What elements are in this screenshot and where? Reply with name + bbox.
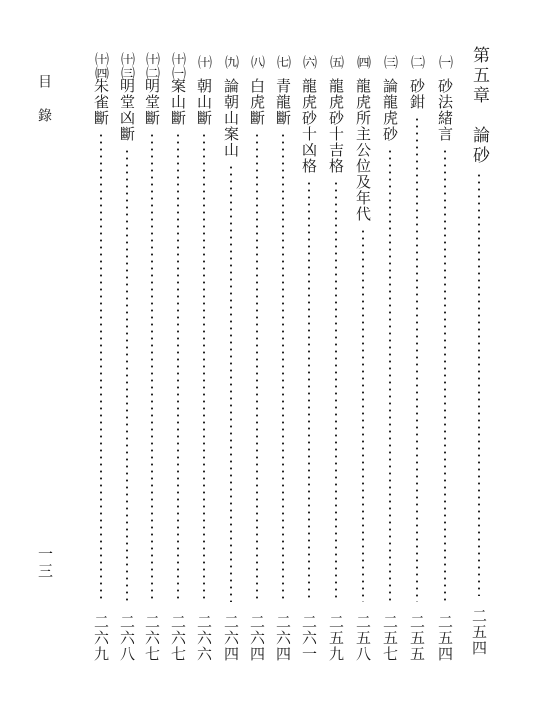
entry-page: 二六一 [300, 614, 318, 662]
entry-number: ㈧ [249, 55, 265, 69]
entry-number: ㈨ [223, 55, 239, 69]
entry-title: 論龍虎砂 [381, 78, 399, 142]
entry-title: 龍虎砂十吉格 [327, 78, 345, 174]
toc-entry [116, 52, 138, 662]
toc-entry [352, 52, 374, 662]
leader-dots [444, 148, 446, 602]
leader-dots [362, 228, 364, 602]
chapter-title: 第五章 論砂 [469, 46, 489, 166]
toc-entry [434, 52, 456, 662]
entry-number: ㈩㈡ [144, 52, 160, 80]
toc-entry [379, 52, 401, 662]
entry-number: ㈡ [409, 55, 425, 69]
toc-chapter-heading [468, 46, 490, 656]
entry-title: 案山斷 [169, 78, 187, 126]
entry-title: 論朝山案山 [222, 78, 240, 158]
entry-number: ㈤ [328, 55, 344, 69]
entry-page: 二六九 [92, 614, 110, 662]
chapter-page: 二五四 [470, 608, 488, 656]
entry-title: 明堂斷 [143, 78, 161, 126]
leader-dots [230, 164, 232, 602]
entry-page: 二六四 [222, 614, 240, 662]
entry-page: 二五九 [327, 614, 345, 662]
entry-number: ㈦ [275, 55, 291, 69]
toc-entry [406, 52, 428, 662]
entry-page: 二六四 [248, 614, 266, 662]
entry-title: 青龍斷 [274, 78, 292, 126]
leader-dots [177, 132, 179, 602]
leader-dots [100, 132, 102, 602]
toc-entry [90, 52, 112, 662]
entry-number: ㈩㈢ [119, 52, 135, 80]
leader-dots [126, 148, 128, 602]
entry-number: ㈩㈠ [170, 52, 186, 80]
entry-title: 龍虎砂十凶格 [300, 78, 318, 174]
entry-page: 二五七 [381, 614, 399, 662]
entry-page: 二六七 [143, 614, 161, 662]
leader-dots [256, 132, 258, 602]
toc-entry [246, 52, 268, 662]
leader-dots [389, 148, 391, 602]
leader-dots [203, 132, 205, 602]
entry-number: ㈣ [355, 55, 371, 69]
toc-entry [272, 52, 294, 662]
entry-number: ㈩㈣ [93, 52, 109, 80]
entry-title: 砂鉗 [408, 78, 426, 110]
entry-title: 朝山斷 [195, 78, 213, 126]
entry-page: 二六六 [195, 614, 213, 662]
entry-title: 明堂凶斷 [118, 78, 136, 142]
leader-dots [308, 180, 310, 602]
entry-title: 朱雀斷 [92, 78, 110, 126]
leader-dots [151, 132, 153, 602]
toc-entry [193, 52, 215, 662]
entry-title: 白虎斷 [248, 78, 266, 126]
leader-dots [416, 116, 418, 602]
page-number: 一三 [36, 546, 54, 580]
toc-entry [325, 52, 347, 662]
toc-entry [167, 52, 189, 662]
entry-title: 龍虎所主公位及年代 [354, 78, 372, 222]
toc-entry [141, 52, 163, 662]
entry-page: 二六八 [118, 614, 136, 662]
entry-number: ㈥ [301, 55, 317, 69]
entry-number: ㈢ [382, 55, 398, 69]
entry-page: 二五四 [436, 614, 454, 662]
running-header: 目錄 [36, 74, 52, 142]
leader-dots [478, 172, 480, 596]
toc-entry [298, 52, 320, 662]
entry-title: 砂法緒言 [436, 78, 454, 142]
entry-number: ㈠ [437, 55, 453, 69]
leader-dots [335, 180, 337, 602]
entry-page: 二六四 [274, 614, 292, 662]
entry-page: 二六七 [169, 614, 187, 662]
entry-number: ㈩ [196, 55, 212, 69]
leader-dots [282, 132, 284, 602]
entry-page: 二五五 [408, 614, 426, 662]
entry-page: 二五八 [354, 614, 372, 662]
toc-entry [220, 52, 242, 662]
